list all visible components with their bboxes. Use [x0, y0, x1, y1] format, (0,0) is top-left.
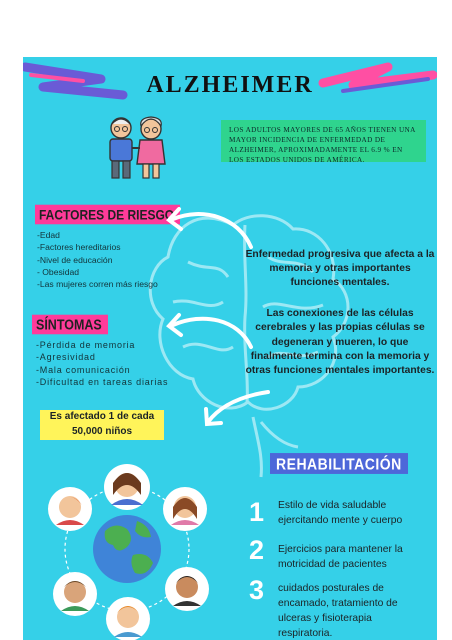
people-globe-illustration — [35, 459, 225, 640]
mechanism-text: Las conexiones de las células cerebrales y las propias células se degeneran y mueren, lo que finalmente termina con la memoria y otras funciones mentales importantes. — [245, 308, 435, 377]
list-item: -Pérdida de memoria — [36, 340, 136, 350]
description-text: Enfermedad progresiva que afecta a la memoria y otras importantes funciones mentales. — [245, 249, 435, 288]
list-item: -Nivel de educación — [37, 254, 113, 265]
statistic-box: LOS ADULTOS MAYORES DE 65 AÑOS TIENEN UNA MAYOR INCIDENCIA DE ENFERMEDAD DE ALZHEIMER, APROXIMADAMENTE EL 6.9 % EN LOS ESTADOS UNIDOS DE AMÉRICA. — [221, 120, 426, 162]
infographic-poster — [23, 57, 437, 640]
list-item: -Edad — [37, 230, 60, 240]
list-item: -Las mujeres corren más riesgo — [37, 279, 158, 290]
rehab-step-text: Ejercicios para mantener la motricidad de pacientes — [278, 544, 403, 570]
step-number: 2 — [249, 535, 265, 565]
rehab-step-text: Estilo de vida saludable ejercitando mente y cuerpo — [278, 500, 403, 526]
symptoms-heading: SÍNTOMAS — [32, 315, 108, 335]
step-number: 1 — [249, 497, 265, 527]
children-statistic: Es afectado 1 de cada 50,000 niños — [40, 410, 164, 440]
list-item: -Factores hereditarios — [37, 242, 121, 253]
list-item: - Obesidad — [37, 266, 80, 277]
list-item: -Mala comunicación — [36, 364, 131, 375]
page-title: ALZHEIMER — [146, 72, 314, 98]
step-number: 3 — [249, 575, 265, 605]
list-item: -Agresividad — [36, 352, 96, 363]
list-item: -Dificultad en tareas diarias — [36, 377, 169, 388]
rehab-step-text: cuidados posturales de encamado, tratamiento de ulceras y fisioterapia respiratoria. — [278, 583, 398, 639]
rehabilitation-heading: REHABILITACIÓN — [270, 453, 408, 474]
risk-factors-heading: FACTORES DE RIESGO — [35, 205, 180, 225]
